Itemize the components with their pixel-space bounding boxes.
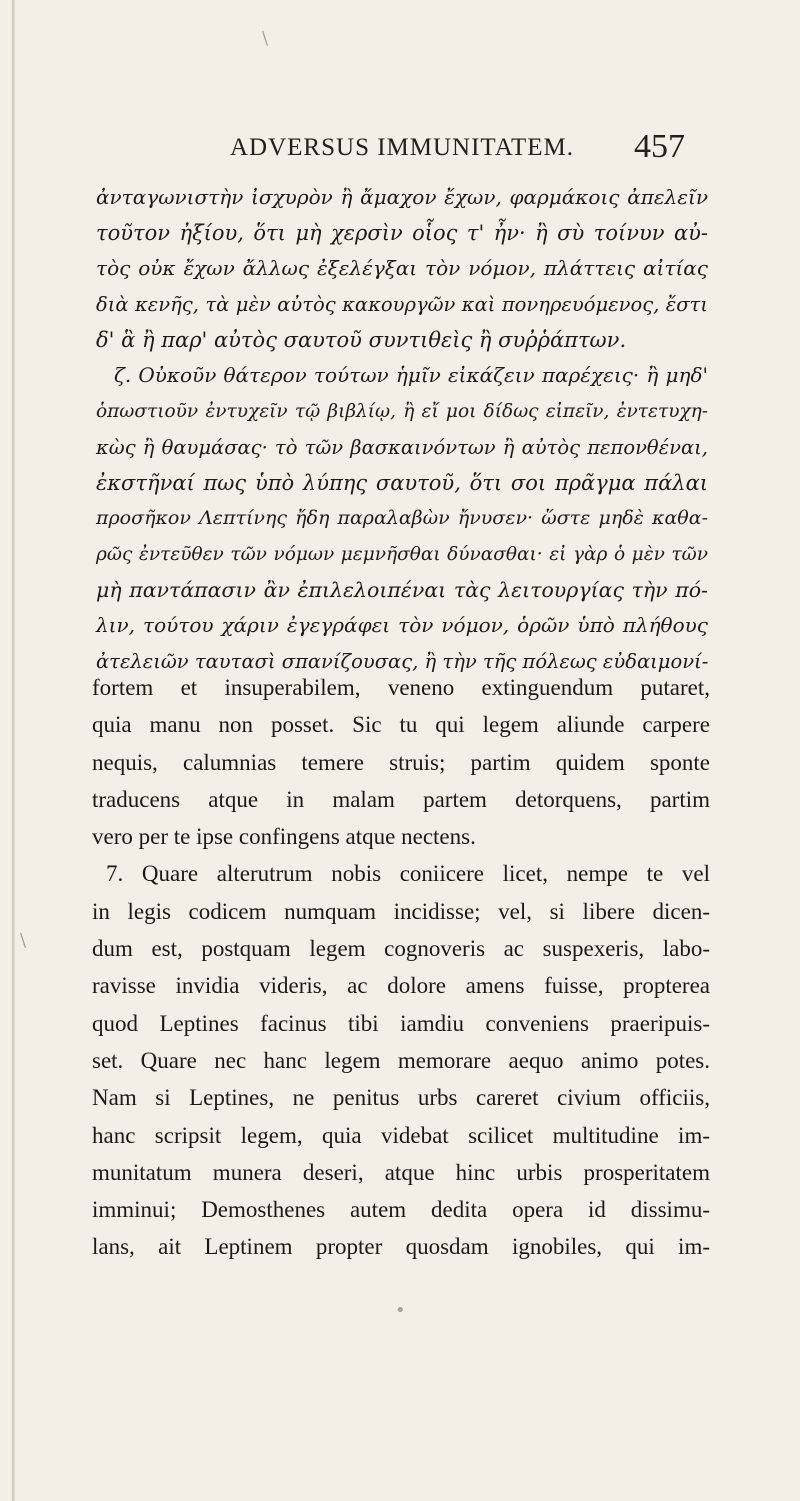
latin-line: lans, ait Leptinem propter quosdam ignobiles, qui im-	[92, 1234, 710, 1260]
running-header	[230, 128, 685, 168]
greek-line: ἀτελειῶν ταυτασὶ σπανίζουσας, ἢ τὴν τῆς πόλεως εὐδαιμονί-	[96, 649, 709, 673]
greek-line: διὰ κενῆς, τὰ μὲν αὐτὸς κακουργῶν καὶ πονηρευόμενος, ἔστι	[96, 293, 708, 317]
greek-line: ἀνταγωνιστὴν ἰσχυρὸν ἢ ἄμαχον ἔχων, φαρμάκοις ἀπελεῖν	[96, 185, 708, 209]
latin-line: nequis, calumnias temere struis; partim quidem sponte	[92, 749, 710, 775]
binding-gutter	[12, 0, 15, 1501]
greek-line: προσῆκον Λεπτίνης ἤδη παραλαβὼν ἤνυσεν· ὥστε μηδὲ καθα-	[96, 507, 708, 530]
ink-speck: \	[20, 930, 27, 951]
greek-line: δ' ἃ ἢ παρ' αὐτὸς σαυτοῦ συντιθεὶς ἢ συῤῥάπτων.	[96, 327, 627, 352]
latin-line: traducens atque in malam partem detorquens, partim	[92, 786, 710, 812]
latin-line: dum est, postquam legem cognoveris ac suspexeris, labo-	[92, 936, 710, 962]
ink-speck: \	[262, 28, 269, 49]
greek-text-block	[96, 180, 708, 680]
latin-line: quia manu non posset. Sic tu qui legem aliunde carpere	[92, 712, 710, 738]
latin-line: in legis codicem numquam incidisse; vel, si libere dicen-	[92, 898, 710, 924]
greek-line: κὼς ἢ θαυμάσας· τὸ τῶν βασκαινόντων ἢ αὐτὸς πεπονθέναι,	[96, 435, 708, 459]
latin-line: quod Leptines facinus tibi iamdiu conveniens praeripuis-	[92, 1010, 710, 1036]
latin-line: munitatum munera deseri, atque hinc urbis prosperitatem	[92, 1159, 710, 1185]
latin-line: Nam si Leptines, ne penitus urbs careret civium officiis,	[92, 1085, 710, 1111]
greek-line: ὁπωστιοῦν ἐντυχεῖν τῷ βιβλίῳ, ἢ εἴ μοι δίδως εἰπεῖν, ἐντετυχη-	[96, 401, 708, 423]
greek-line: ἐκστῆναί πως ὑπὸ λύπης σαυτοῦ, ὅτι σοι πρᾶγμα πάλαι	[96, 470, 708, 495]
greek-line: λιν, τούτου χάριν ἐγεγράφει τὸν νόμον, ὁρῶν ὑπὸ πλήθους	[96, 613, 708, 638]
greek-line: τὸς οὐκ ἔχων ἄλλως ἐξελέγξαι τὸν νόμον, πλάττεις αἰτίας	[96, 256, 708, 281]
greek-line: τοῦτον ἠξίου, ὅτι μὴ χερσὶν οἷος τ' ἦν· ἢ σὺ τοίνυν αὐ-	[96, 220, 708, 245]
greek-line: ζ. Οὐκοῦν θάτερον τούτων ἡμῖν εἰκάζειν παρέχεις· ἢ μηδ'	[114, 363, 708, 388]
greek-line: μὴ παντάπασιν ἂν ἐπιλελοιπέναι τὰς λειτουργίας τὴν πό-	[96, 577, 708, 602]
latin-line: fortem et insuperabilem, veneno extinguendum putaret,	[92, 675, 710, 700]
latin-line: 7. Quare alterutrum nobis coniicere licet, nempe te vel	[106, 861, 710, 887]
latin-line: hanc scripsit legem, quia videbat scilicet multitudine im-	[92, 1122, 710, 1148]
ink-speck: •	[395, 1300, 406, 1321]
latin-line: vero per te ipse confingens atque nectens.	[92, 824, 476, 850]
latin-text-block	[92, 669, 710, 1266]
latin-line: ravisse invidia videris, ac dolore amens fuisse, propterea	[92, 973, 710, 999]
latin-line: imminui; Demosthenes autem dedita opera id dissimu-	[92, 1197, 710, 1223]
running-title: ADVERSUS IMMUNITATEM.	[230, 134, 575, 161]
greek-line: ρῶς ἐντεῦθεν τῶν νόμων μεμνῆσθαι δύνασθαι· εἰ γὰρ ὁ μὲν τῶν	[96, 543, 708, 565]
latin-line: set. Quare nec hanc legem memorare aequo animo potes.	[92, 1047, 710, 1073]
page-number: 457	[634, 128, 685, 165]
